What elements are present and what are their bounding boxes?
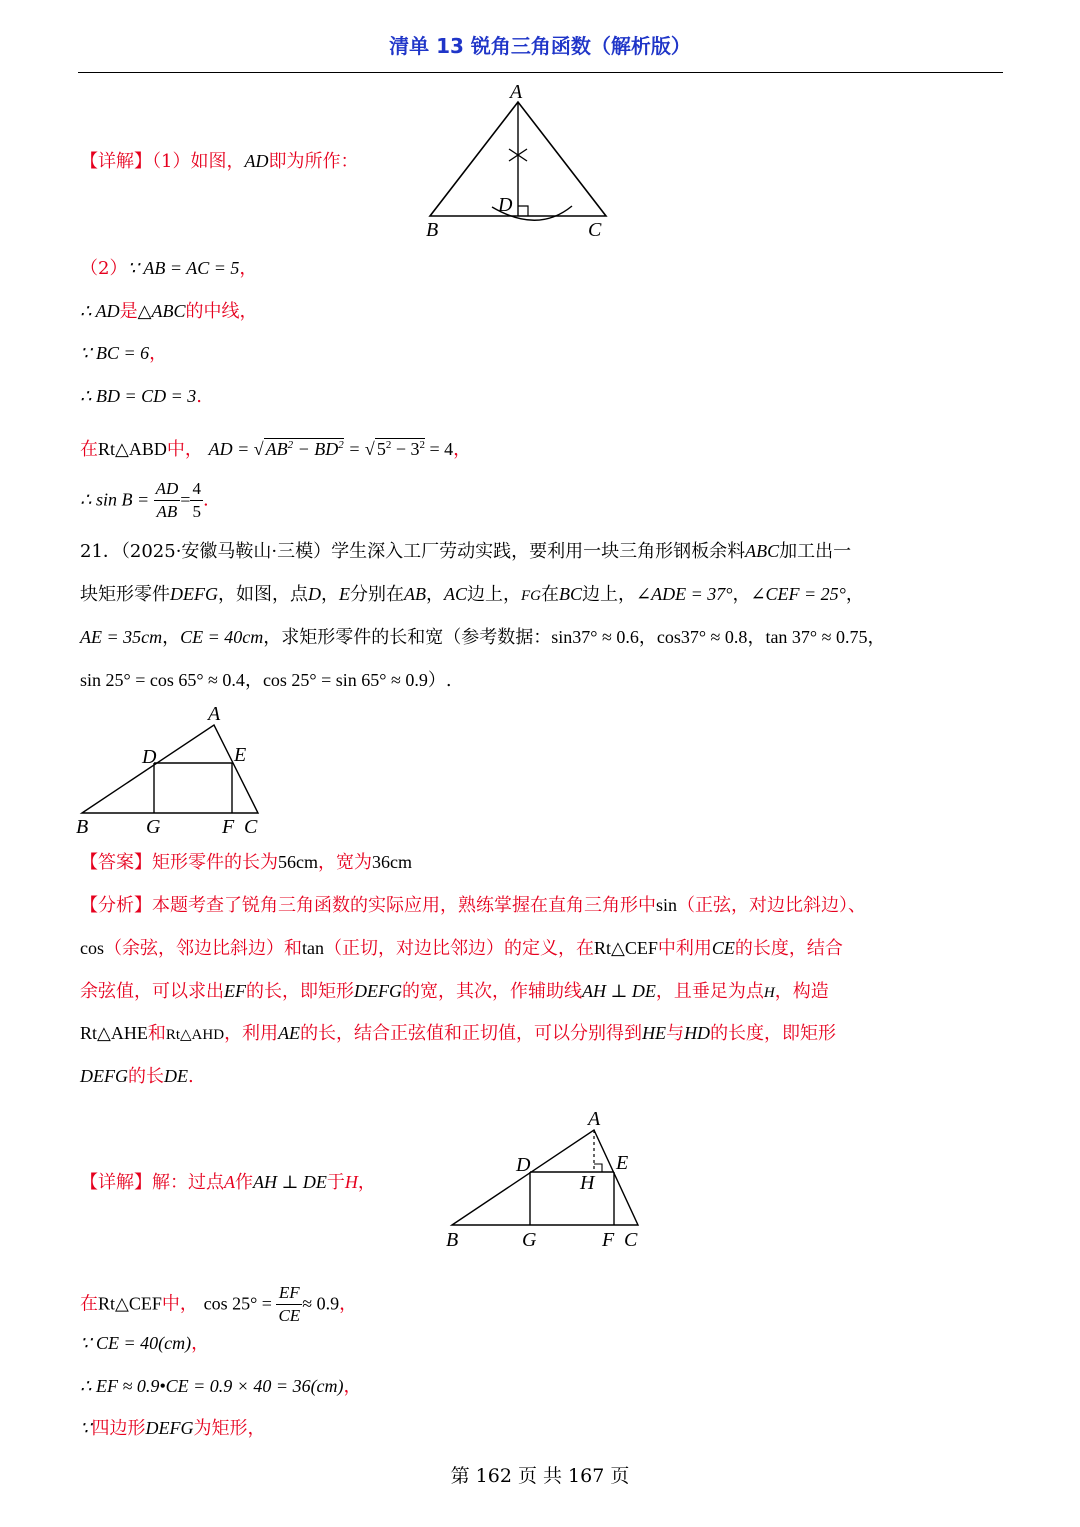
- q21-math: D: [308, 584, 321, 604]
- answer-width: 36cm: [372, 852, 412, 872]
- q21-math: AC: [444, 584, 468, 604]
- analysis-text: 与: [666, 1023, 685, 1044]
- step-7-math: ∴ sin B =: [80, 489, 154, 510]
- detail-tag: 【详解】: [80, 151, 152, 172]
- step-9: [80, 1331, 209, 1356]
- analysis-math: DE: [164, 1066, 188, 1086]
- q21-text: 加工出一: [779, 541, 852, 562]
- detail-2-math: A: [224, 1172, 235, 1192]
- q21-text: ，求矩形零件的长和宽（参考数据：: [263, 627, 552, 648]
- label-f: F: [602, 1229, 615, 1251]
- answer-length: 56cm: [278, 852, 318, 872]
- q21-text: ，如图，点: [218, 584, 308, 605]
- step-9-math: ∵ CE = 40(cm): [80, 1333, 192, 1353]
- q21-math: tan 37° ≈ 0.75: [765, 627, 868, 647]
- step-6-text-1: 在: [80, 439, 98, 460]
- answer-line: [80, 850, 412, 875]
- step-6-eq-2: =: [343, 439, 365, 459]
- sqrt-1-term-bd: − BD: [293, 439, 339, 459]
- detail-1-part: （1）如图，: [152, 151, 245, 172]
- label-h: H: [580, 1172, 595, 1194]
- q21-math: ABC: [745, 541, 780, 561]
- label-c: C: [624, 1229, 638, 1251]
- analysis-text: 的长，即矩形: [246, 981, 354, 1002]
- q21-math: DEFG: [170, 584, 218, 604]
- q21-math: ∠ADE = 37°: [636, 584, 733, 604]
- analysis-line-2: [80, 936, 843, 961]
- step-6-eq-3: = 4: [424, 439, 454, 459]
- analysis-text: ，且垂足为点: [655, 981, 764, 1002]
- analysis-math: Rt△AHE: [80, 1023, 148, 1043]
- analysis-text: .: [188, 1066, 194, 1087]
- step-3-text-2: 的中线，: [185, 301, 258, 322]
- step-8-math: cos 25° =: [203, 1293, 277, 1314]
- q21-math: sin 25° = cos 65° ≈ 0.4: [80, 670, 245, 690]
- step-5: [80, 384, 202, 409]
- step-8-text: 在: [80, 1293, 98, 1315]
- analysis-text: ，构造: [774, 981, 829, 1002]
- figure-triangle-abc: [420, 80, 620, 240]
- q21-text: 21．（2025·安徽马鞍山·三模）学生深入工厂劳动实践，要利用一块三角形钢板余料: [80, 541, 746, 562]
- sqrt-2-term-5: 5: [376, 439, 386, 459]
- q21-line-1: [80, 539, 851, 564]
- label-b: B: [426, 219, 439, 241]
- sqrt-expression-1: $AB^2 - BD^2$: [265, 439, 344, 459]
- q21-text: ，: [162, 627, 181, 648]
- label-a: A: [588, 1108, 601, 1130]
- step-10-math: ∴ EF ≈ 0.9•CE = 0.9 × 40 = 36(cm): [80, 1376, 344, 1396]
- sqrt-1-term-ab: AB: [265, 439, 288, 459]
- label-d: D: [142, 746, 157, 768]
- analysis-math: DEFG: [80, 1066, 128, 1086]
- triangle-outline: [452, 1130, 638, 1225]
- label-a: A: [510, 81, 523, 103]
- analysis-math: HD: [684, 1023, 711, 1043]
- analysis-math: EF: [224, 981, 246, 1001]
- analysis-text: 本题考查了锐角三角函数的实际应用，熟练掌握在直角三角形中: [152, 895, 656, 916]
- step-4-math: ∵ BC = 6: [80, 343, 150, 363]
- q21-text: ，: [845, 584, 864, 605]
- q21-text: ，: [732, 584, 751, 605]
- q21-text: ，: [867, 627, 886, 648]
- analysis-text: （余弦，邻边比斜边）和: [104, 938, 302, 959]
- label-d: D: [516, 1154, 531, 1176]
- analysis-text: 余弦值，可以求出: [80, 981, 224, 1002]
- step-11-math: DEFG: [145, 1418, 194, 1438]
- analysis-text: ，利用: [224, 1023, 279, 1044]
- analysis-line-3: [80, 979, 829, 1005]
- fraction-numerator: EF: [276, 1282, 302, 1305]
- analysis-math: Rt△CEF: [594, 938, 658, 958]
- step-2-suffix: ，: [239, 258, 258, 279]
- label-g: G: [146, 816, 161, 838]
- label-e: E: [616, 1152, 629, 1174]
- analysis-line-4: [80, 1021, 836, 1047]
- analysis-text: 的长度，即矩形: [710, 1023, 837, 1044]
- answer-text: 矩形零件的长为: [152, 852, 278, 873]
- label-f: F: [222, 816, 235, 838]
- step-3-math-1: ∴ AD: [80, 301, 120, 321]
- analysis-math: H: [763, 985, 775, 1001]
- answer-text: ，宽为: [318, 852, 372, 873]
- q21-text: ，: [747, 627, 766, 648]
- analysis-line-5: [80, 1064, 194, 1089]
- analysis-math: AE: [278, 1023, 301, 1043]
- step-6: 在Rt△ABD中， AD = √ $AB^2 - BD^2$ = √ $5^2 - 3^2 = 4$，: [80, 439, 472, 460]
- q21-line-2: [80, 582, 864, 608]
- detail-tag: 【详解】: [80, 1172, 152, 1193]
- analysis-line-1: [80, 893, 866, 918]
- detail-1-rest: 即为所作：: [268, 151, 359, 172]
- detail-2-text: 作: [235, 1172, 253, 1193]
- sqrt-2-term-3: − 3: [391, 439, 420, 459]
- detail-2-math: AH ⊥ DE: [253, 1172, 327, 1192]
- step-11-math: ∵: [80, 1418, 92, 1438]
- fraction-denominator: CE: [278, 1306, 301, 1325]
- q21-math: CE = 40cm: [180, 627, 264, 647]
- analysis-math: AH ⊥ DE: [582, 981, 656, 1001]
- fraction-ad-ab: [154, 478, 181, 523]
- analysis-text: （正切，对边比邻边）的定义，在: [324, 938, 594, 959]
- label-e: E: [234, 744, 247, 766]
- q21-text: 块矩形零件: [80, 584, 170, 605]
- analysis-tag: 【分析】: [80, 895, 152, 916]
- q21-text: 边上，: [467, 584, 522, 605]
- detail-2-math: H: [344, 1172, 358, 1192]
- analysis-math: cos: [80, 938, 104, 958]
- q21-text: 边上，: [582, 584, 637, 605]
- step-8-math: Rt△CEF: [98, 1293, 162, 1314]
- analysis-math: sin: [656, 895, 678, 915]
- q21-math: AE = 35cm: [80, 627, 163, 647]
- header-rule: [78, 72, 1003, 73]
- label-c: C: [244, 816, 258, 838]
- q21-text: 分别在: [350, 584, 404, 605]
- analysis-math: DEFG: [354, 981, 402, 1001]
- q21-text: ，: [638, 627, 657, 648]
- step-5-math: ∴ BD = CD = 3: [80, 386, 197, 406]
- step-9-suffix: ，: [191, 1333, 210, 1354]
- step-3-math-2: △ABC: [137, 301, 186, 321]
- step-3: [80, 299, 257, 324]
- analysis-math: CE: [711, 938, 735, 958]
- label-g: G: [522, 1229, 537, 1251]
- step-10: [80, 1374, 362, 1399]
- fraction-denominator: 5: [192, 502, 201, 521]
- step-2: [80, 256, 257, 281]
- page-header-title: 清单 13 锐角三角函数（解析版）: [389, 34, 691, 58]
- page-number-footer: 第 162 页 共 167 页: [450, 1465, 630, 1487]
- right-angle-mark: [518, 206, 528, 216]
- q21-math: FG: [521, 588, 542, 604]
- step-4-suffix: ，: [149, 343, 168, 364]
- step-2-prefix: （2）: [80, 258, 128, 279]
- step-11-text: 为矩形，: [193, 1418, 266, 1439]
- step-8-text: 中，: [161, 1293, 198, 1315]
- step-6-lhs: AD =: [208, 439, 254, 459]
- sqrt-expression-2: $5^2 - 3^2$: [376, 439, 425, 459]
- analysis-math: HE: [642, 1023, 667, 1043]
- analysis-text: 的长，结合正弦值和正切值，可以分别得到: [300, 1023, 643, 1044]
- analysis-text: 的宽，其次，作辅助线: [402, 981, 582, 1002]
- q21-math: E: [339, 584, 350, 604]
- q21-text: ，: [244, 670, 263, 691]
- fraction-numerator: AD: [154, 478, 181, 501]
- q21-text: ，: [426, 584, 444, 605]
- right-angle-mark: [594, 1164, 602, 1172]
- label-c: C: [588, 219, 602, 241]
- q21-text: ，: [321, 584, 339, 605]
- step-8: [80, 1282, 357, 1327]
- q21-text: 在: [541, 584, 560, 605]
- q21-math: BC: [559, 584, 583, 604]
- detail-1-line: [80, 149, 358, 174]
- q21-math: cos37° ≈ 0.8: [656, 627, 748, 647]
- detail-2-text: ，: [357, 1172, 376, 1193]
- math-ad: AD: [244, 151, 269, 171]
- fraction-4-5: [190, 478, 203, 523]
- answer-tag: 【答案】: [80, 852, 152, 873]
- detail-2-line: [80, 1170, 376, 1195]
- q21-math: sin37° ≈ 0.6: [551, 627, 639, 647]
- step-10-suffix: ，: [343, 1376, 362, 1397]
- analysis-math: tan: [302, 938, 324, 958]
- analysis-text: （正弦，对边比斜边）、: [677, 895, 867, 916]
- step-11: [80, 1416, 265, 1441]
- q21-text: ）.: [427, 670, 452, 691]
- label-b: B: [446, 1229, 459, 1251]
- detail-2-text: 于: [326, 1172, 345, 1193]
- q21-math: AB: [404, 584, 426, 604]
- fraction-ef-ce: [276, 1282, 302, 1327]
- q21-line-4: [80, 668, 452, 693]
- analysis-text: 中利用: [657, 938, 712, 959]
- step-8-math: ≈ 0.9: [302, 1293, 340, 1314]
- step-6-text-2: 中，: [166, 439, 203, 460]
- q21-math: ∠CEF = 25°: [750, 584, 846, 604]
- label-a: A: [208, 703, 221, 725]
- step-7-eq: =: [180, 489, 191, 510]
- detail-2-text: 解：过点: [152, 1172, 224, 1193]
- step-8-suffix: ，: [339, 1293, 358, 1315]
- q21-line-3: [80, 625, 886, 650]
- step-7-suffix: .: [202, 489, 209, 511]
- figure-rectangle-in-triangle: [76, 702, 276, 842]
- fraction-numerator: 4: [190, 478, 203, 501]
- analysis-math: Rt△AHD: [165, 1027, 225, 1043]
- analysis-text: 的长: [128, 1066, 164, 1087]
- step-7: [80, 478, 209, 523]
- step-6-suffix: ，: [453, 439, 472, 460]
- analysis-text: 的长度，结合: [734, 938, 843, 959]
- step-6-math-1: Rt△ABD: [98, 439, 167, 459]
- label-b: B: [76, 816, 89, 838]
- step-4: [80, 341, 167, 366]
- step-2-math: ∵ AB = AC = 5: [127, 258, 240, 278]
- figure-rectangle-with-altitude: [444, 1105, 664, 1255]
- step-5-suffix: .: [196, 386, 202, 407]
- fraction-denominator: AB: [156, 502, 178, 521]
- step-11-text: 四边形: [91, 1418, 146, 1439]
- analysis-text: 和: [147, 1023, 166, 1044]
- q21-math: cos 25° = sin 65° ≈ 0.9: [262, 670, 428, 690]
- label-d: D: [498, 194, 513, 216]
- step-3-text-1: 是: [119, 301, 138, 322]
